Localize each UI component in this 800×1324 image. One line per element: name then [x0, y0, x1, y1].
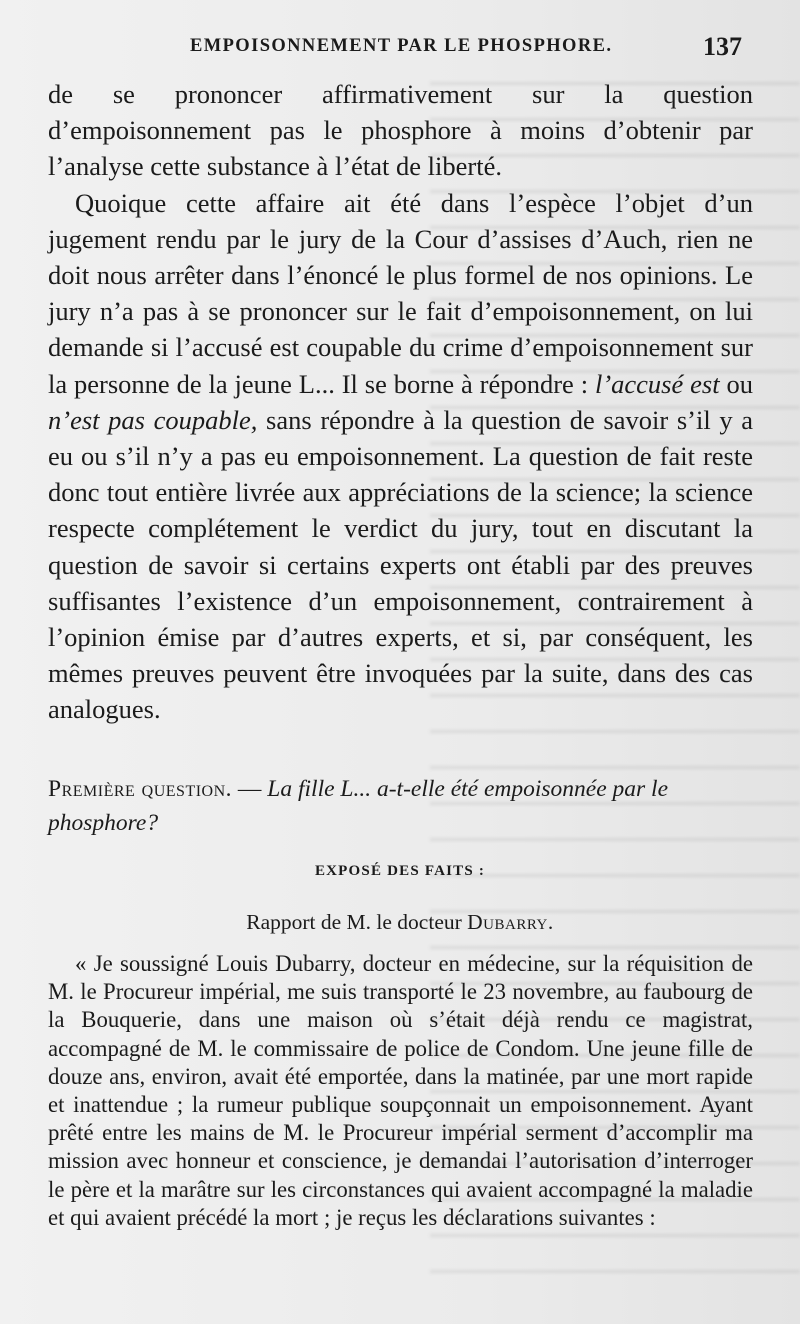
report-heading-prefix: Rapport de M. le docteur — [246, 910, 468, 934]
main-text — [48, 76, 753, 728]
question-text: La fille L... a-t-elle été empoisonnée par le phosphore? — [48, 776, 668, 836]
paragraph-verdict — [48, 185, 753, 728]
report-heading-name: Dubarry. — [467, 910, 554, 934]
paragraph-verdict-text-b: sans répondre à la question de savoir s’il y a eu ou s’il n’y a pas eu empoisonnement. La question de fait reste donc tout entière livrée aux appréciations de la science; la science respecte complétement le verdict du jury, tout en discutant la question de savoir si certains experts ont établi par des preuves suffisantes l’existence d’un empoisonnement, contrairement à l’opinion émise par d’autres experts, et si, par conséquent, les mêmes preuves peuvent être invoquées par la suite, dans des cas analogues. — [48, 404, 753, 725]
first-question — [48, 772, 753, 840]
italic-nest-pas-coupable: n’est pas coupable, — [48, 404, 258, 435]
paragraph-verdict-text-a: Quoique cette affaire ait été dans l’espèce l’objet d’un jugement rendu par le jury de la Cour d’assises d’Auch, rien ne doit nous arrêter dans l’énoncé le plus formel de nos opinions. Le jury n’a pas à se prononcer sur le fait d’empoisonnement, on lui demande si l’accusé est coupable du crime d’empoisonnement sur la personne de la jeune L... Il se borne à répondre : — [48, 187, 753, 399]
report-paragraph: « Je soussigné Louis Dubarry, docteur en médecine, sur la réquisition de M. le Procureur impérial, me suis transporté le 23 novembre, au faubourg de la Bouquerie, dans une maison où s’était déjà rendu ce magistrat, accompagné de M. le commissaire de police de Condom. Une jeune fille de douze ans, environ, avait été emportée, dans la matinée, par une mort rapide et inattendue ; la rumeur publique soupçonnait un empoisonnement. Ayant prêté entre les mains de M. le Procureur impérial serment d’accomplir ma mission avec honneur et conscience, je demandai l’autorisation d’interroger le père et la marâtre sur les circonstances qui avaient accompagné la maladie et qui avaient précédé la mort ; je reçus les déclarations suivantes : — [48, 951, 753, 1230]
report-text — [48, 950, 753, 1232]
running-head: EMPOISONNEMENT PAR LE PHOSPHORE. — [190, 36, 613, 56]
italic-accuse-est: l’accusé est — [594, 368, 720, 399]
question-label: Première question. — [48, 776, 233, 802]
paragraph-continued: de se prononcer affirmativement sur la question d’empoisonnement pas le phosphore à moins d’obtenir par l’analyse cette substance à l’état de liberté. — [48, 79, 753, 182]
page-number: 137 — [703, 32, 742, 61]
paragraph-verdict-ou: ou — [719, 368, 753, 399]
report-heading — [0, 910, 800, 935]
question-dash: — — [232, 776, 268, 802]
page-header — [0, 32, 800, 76]
section-heading-expose: EXPOSÉ DES FAITS : — [314, 863, 486, 879]
